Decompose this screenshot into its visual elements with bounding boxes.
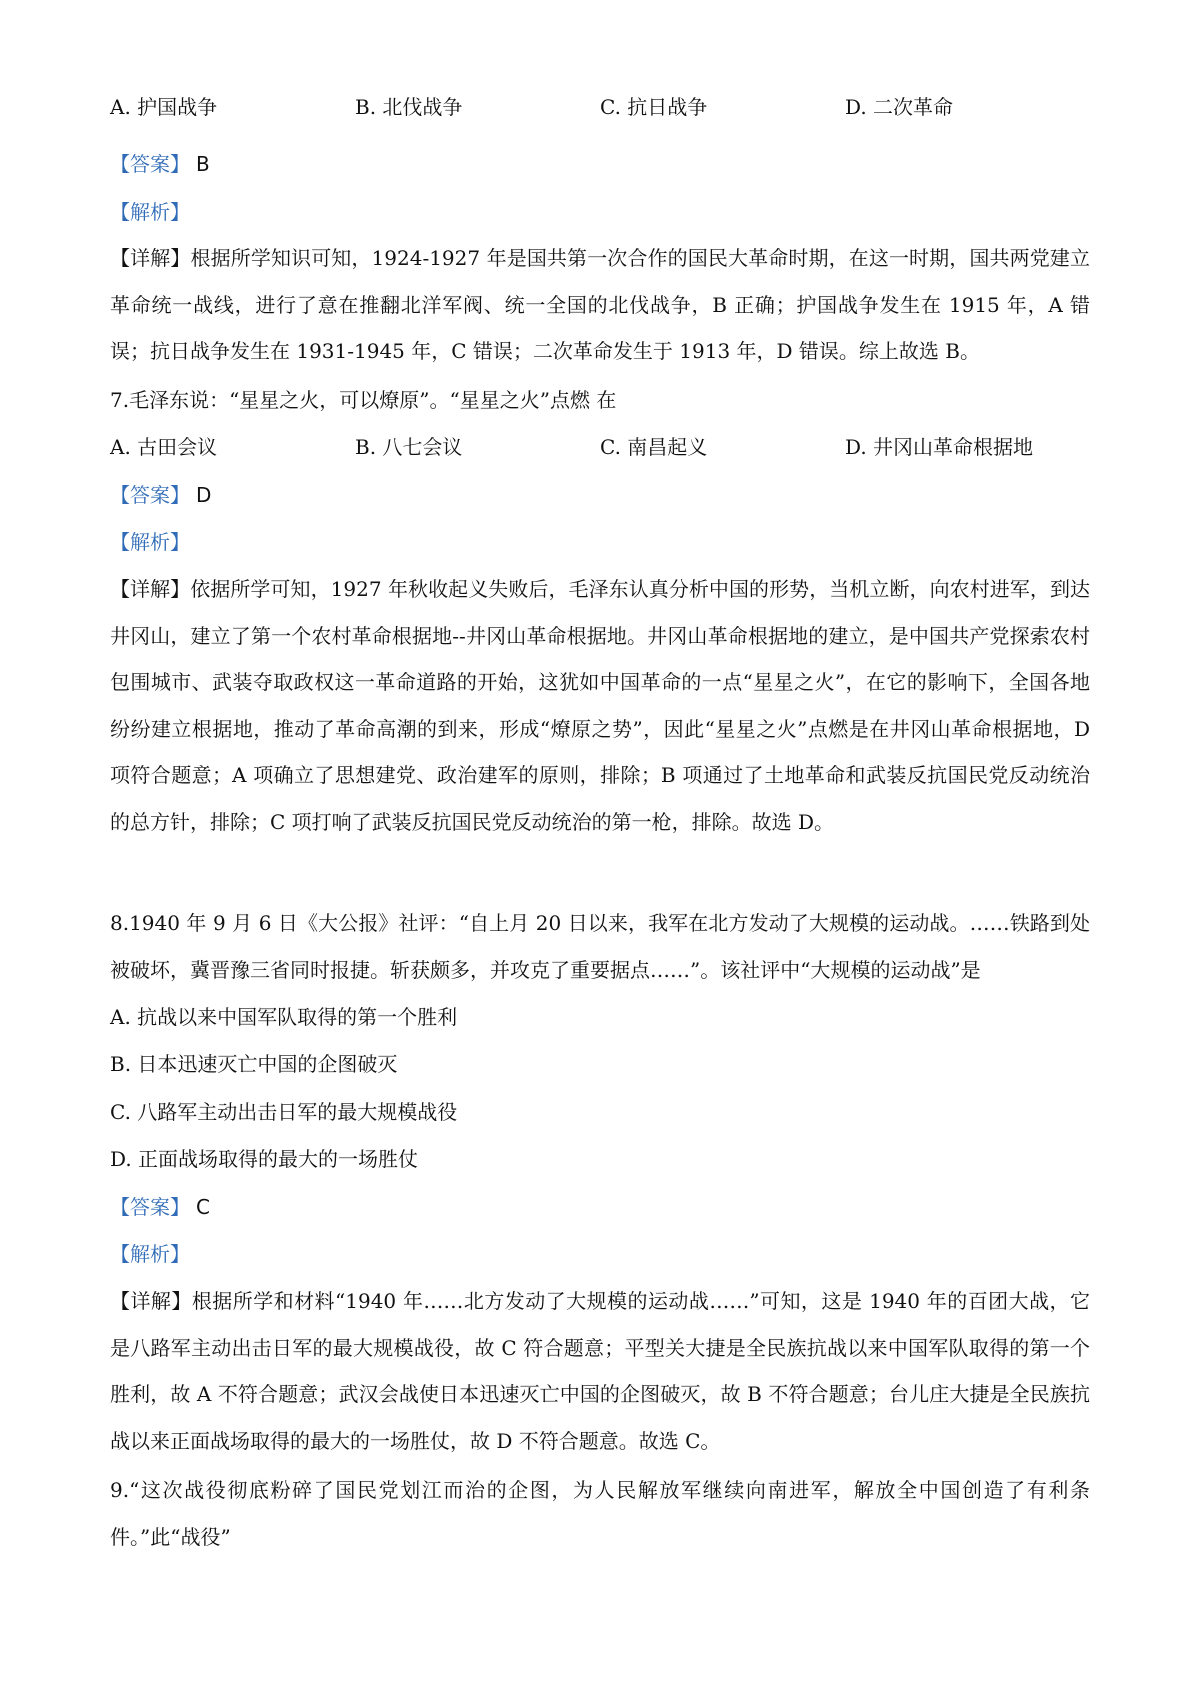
q8-detail (110, 1278, 1090, 1464)
q6-option-d[interactable]: D. 二次革命 (845, 95, 954, 119)
q7-detail (110, 566, 1090, 845)
q7-answer (110, 483, 211, 507)
answer-tag: 【答案】 (110, 152, 190, 176)
q8-option-c[interactable]: C. 八路军主动出击日军的最大规模战役 (110, 1100, 458, 1124)
q6-analysis-heading (110, 200, 190, 224)
q8-option-b[interactable]: B. 日本迅速灭亡中国的企图破灭 (110, 1052, 398, 1076)
q6-option-c[interactable]: C. 抗日战争 (600, 95, 708, 119)
answer-tag: 【答案】 (110, 483, 190, 507)
q8-analysis-heading (110, 1242, 190, 1266)
q9-stem: 9.“这次战役彻底粉碎了国民党划江而治的企图，为人民解放军继续向南进军，解放全中国创造了有利条件。”此“战役” (110, 1478, 1090, 1549)
answer-value: B (196, 152, 210, 176)
analysis-tag: 【解析】 (110, 530, 190, 554)
q6-option-a[interactable]: A. 护国战争 (110, 95, 218, 119)
detail-tag: 【详解】 (110, 1289, 192, 1313)
detail-text: 根据所学知识可知，1924-1927 年是国共第一次合作的国民大革命时期，在这一时期，国共两党建立革命统一战线，进行了意在推翻北洋军阀、统一全国的北伐战争，B 正确；护国战争发生在 1915 年，A 错误；抗日战争发生在 1931-1945 年，C 错误；二次革命发生于 1913 年，D 错误。综上故选 B。 (110, 246, 1091, 363)
q8-answer (110, 1195, 210, 1219)
answer-tag: 【答案】 (110, 1195, 190, 1219)
q8-option-a[interactable]: A. 抗战以来中国军队取得的第一个胜利 (110, 1005, 458, 1029)
analysis-tag: 【解析】 (110, 200, 190, 224)
q6-option-b[interactable]: B. 北伐战争 (355, 95, 463, 119)
detail-text: 依据所学可知，1927 年秋收起义失败后，毛泽东认真分析中国的形势，当机立断，向农村进军，到达井冈山，建立了第一个农村革命根据地--井冈山革命根据地。井冈山革命根据地的建立，是中国共产党探索农村包围城市、武装夺取政权这一革命道路的开始，这犹如中国革命的一点“星星之火”，在它的影响下，全国各地纷纷建立根据地，推动了革命高潮的到来，形成“燎原之势”，因此“星星之火”点燃是在井冈山革命根据地，D 项符合题意；A 项确立了思想建党、政治建军的原则，排除；B 项通过了土地革命和武装反抗国民党反动统治的总方针，排除；C 项打响了武装反抗国民党反动统治的第一枪，排除。故选 D。 (110, 577, 1091, 834)
q8-option-d[interactable]: D. 正面战场取得的最大的一场胜仗 (110, 1147, 419, 1171)
q7-stem: 7.毛泽东说：“星星之火，可以燎原”。“星星之火”点燃 在 (110, 388, 617, 412)
q6-detail (110, 235, 1090, 375)
q7-analysis-heading (110, 530, 190, 554)
answer-value: D (196, 483, 212, 507)
q7-option-d[interactable]: D. 井冈山革命根据地 (845, 435, 1034, 459)
detail-text: 根据所学和材料“1940 年……北方发动了大规模的运动战……”可知，这是 1940 年的百团大战，它是八路军主动出击日军的最大规模战役，故 C 符合题意；平型关大捷是全民族抗战以来中国军队取得的第一个胜利，故 A 不符合题意；武汉会战使日本迅速灭亡中国的企图破灭，故 B 不符合题意；台儿庄大捷是全民族抗战以来正面战场取得的最大的一场胜仗，故 D 不符合题意。故选 C。 (110, 1289, 1090, 1453)
answer-value: C (196, 1195, 210, 1219)
q6-answer (110, 152, 210, 176)
q7-option-c[interactable]: C. 南昌起义 (600, 435, 708, 459)
detail-tag: 【详解】 (110, 577, 191, 601)
detail-tag: 【详解】 (110, 246, 191, 270)
q7-option-b[interactable]: B. 八七会议 (355, 435, 463, 459)
q7-option-a[interactable]: A. 古田会议 (110, 435, 218, 459)
analysis-tag: 【解析】 (110, 1242, 190, 1266)
q8-stem: 8.1940 年 9 月 6 日《大公报》社评：“自上月 20 日以来，我军在北方发动了大规模的运动战。……铁路到处被破坏，冀晋豫三省同时报捷。斩获颇多，并攻克了重要据点……”。该社评中“大规模的运动战”是 (110, 911, 1090, 982)
